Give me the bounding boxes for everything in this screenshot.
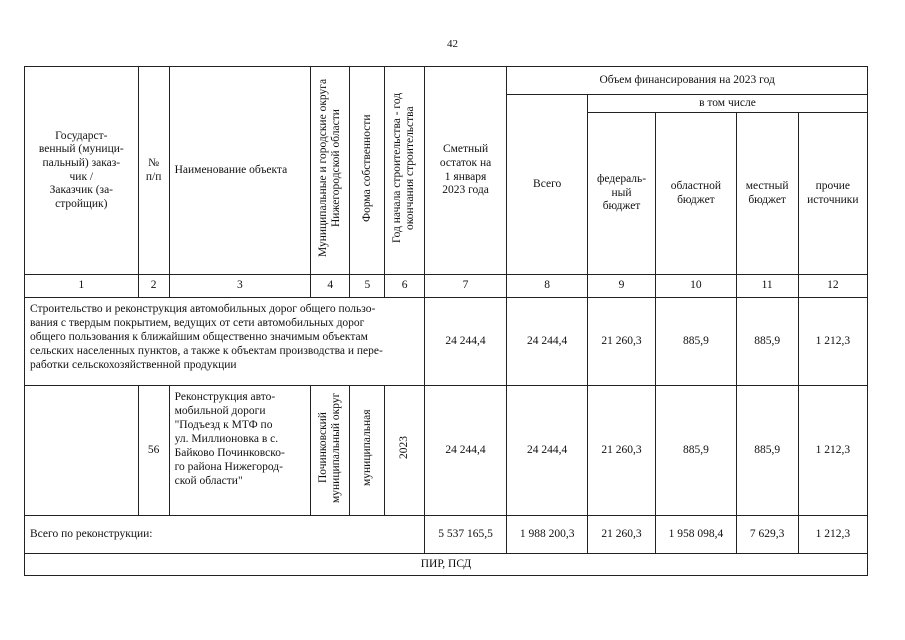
object-name: Реконструкция авто- мобильной дороги "Подъезд к МТФ по ул. Миллионовка в с. Байково Починковско- го района Нижегород- ской области" [169, 386, 311, 516]
section-local: 885,9 [736, 298, 798, 386]
section-federal: 21 260,3 [587, 298, 655, 386]
object-federal: 21 260,3 [587, 386, 655, 516]
column-number: 8 [507, 275, 588, 298]
totals-local: 7 629,3 [736, 516, 798, 554]
column-number: 2 [138, 275, 169, 298]
header-total: Всего [507, 95, 588, 275]
object-customer [25, 386, 139, 516]
totals-total: 1 988 200,3 [507, 516, 588, 554]
totals-regional: 1 958 098,4 [656, 516, 737, 554]
column-number: 5 [350, 275, 385, 298]
totals-estimated-balance: 5 537 165,5 [424, 516, 507, 554]
object-local: 885,9 [736, 386, 798, 516]
column-number: 11 [736, 275, 798, 298]
section-row [25, 298, 868, 386]
column-numbers-row [25, 275, 868, 298]
totals-label: Всего по реконструкции: [25, 516, 425, 554]
object-years: 2023 [385, 386, 424, 516]
object-regional: 885,9 [656, 386, 737, 516]
object-total: 24 244,4 [507, 386, 588, 516]
object-estimated-balance: 24 244,4 [424, 386, 507, 516]
header-local: местный бюджет [736, 113, 798, 275]
object-municipality: Починковский муниципальный округ [311, 386, 350, 516]
column-number: 10 [656, 275, 737, 298]
header-including: в том числе [587, 95, 867, 113]
totals-federal: 21 260,3 [587, 516, 655, 554]
header-estimated-balance: Сметный остаток на 1 января 2023 года [424, 67, 507, 275]
section-regional: 885,9 [656, 298, 737, 386]
header-financing-title: Объем финансирования на 2023 год [507, 67, 868, 95]
section-other: 1 212,3 [798, 298, 867, 386]
column-number: 3 [169, 275, 311, 298]
header-years: Год начала строительства - год окончания строительства [385, 67, 424, 275]
footer-section-row [25, 554, 868, 576]
footer-section-title: ПИР, ПСД [25, 554, 868, 576]
object-other: 1 212,3 [798, 386, 867, 516]
header-federal: федераль- ный бюджет [587, 113, 655, 275]
header-customer: Государст- венный (муници- пальный) заказ- чик / Заказчик (за- стройщик) [25, 67, 139, 275]
object-num: 56 [138, 386, 169, 516]
totals-other: 1 212,3 [798, 516, 867, 554]
header-municipality: Муниципальные и городские округа Нижегородской области [311, 67, 350, 275]
object-ownership: муниципальная [350, 386, 385, 516]
column-number: 7 [424, 275, 507, 298]
totals-row [25, 516, 868, 554]
header-other: прочие источники [798, 113, 867, 275]
column-number: 6 [385, 275, 424, 298]
section-total: 24 244,4 [507, 298, 588, 386]
section-description: Строительство и реконструкция автомобильных дорог общего пользо- вания с твердым покрытием, ведущих от сети автомобильных дорог общего пользования к ближайшим общественно значимым объектам сельских населенных пунктов, а также к объектам производства и пере- работки сельскохозяйственной продукции [25, 298, 425, 386]
header-ownership: Форма собственности [350, 67, 385, 275]
section-estimated-balance: 24 244,4 [424, 298, 507, 386]
object-row [25, 386, 868, 516]
header-num: № п/п [138, 67, 169, 275]
header-regional: областной бюджет [656, 113, 737, 275]
financing-table [24, 66, 868, 576]
header-object-name: Наименование объекта [169, 67, 311, 275]
column-number: 12 [798, 275, 867, 298]
column-number: 4 [311, 275, 350, 298]
column-number: 9 [587, 275, 655, 298]
page-number: 42 [447, 38, 458, 50]
column-number: 1 [25, 275, 139, 298]
